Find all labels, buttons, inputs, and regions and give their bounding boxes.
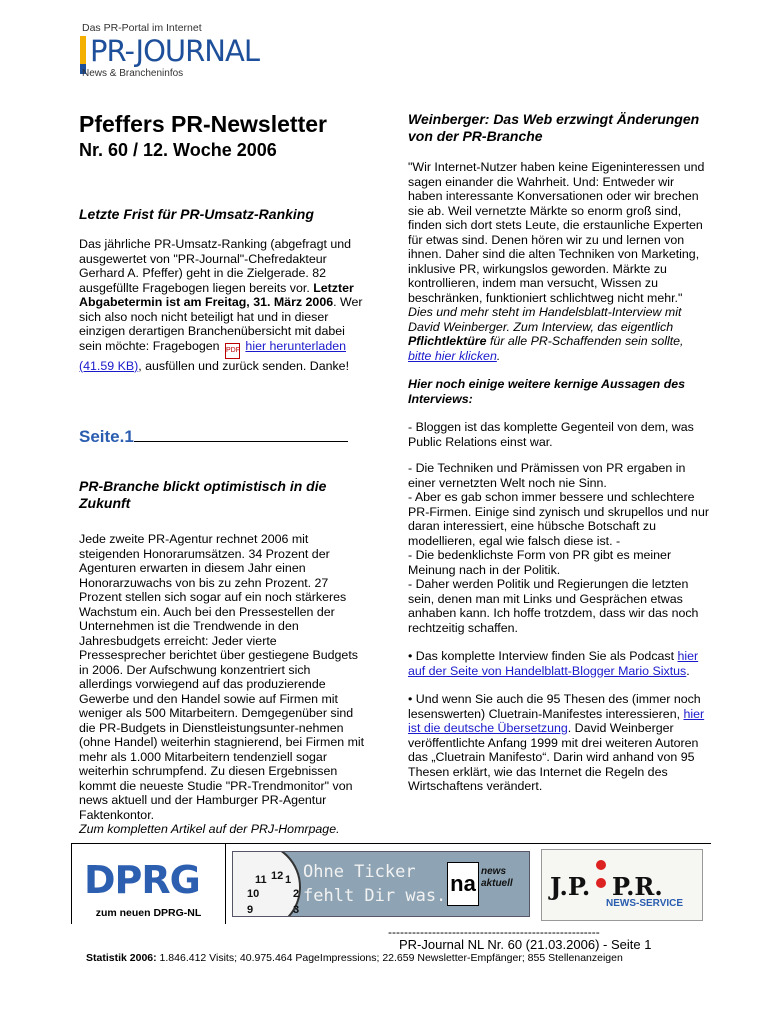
newsletter-issue: Nr. 60 / 12. Woche 2006	[79, 140, 277, 160]
quote-item: - Bloggen ist das komplette Gegenteil von dem, was Public Relations einst war.	[408, 420, 694, 449]
quote-item: - Die bedenklichste Form von PR gibt es meiner Meinung nach in der Politik.	[408, 548, 672, 577]
ad-banner	[71, 843, 711, 924]
footer-divider: -----------------------------------------------------	[388, 925, 600, 939]
footer-page-info: PR-Journal NL Nr. 60 (21.03.2006) - Seite 1	[399, 937, 652, 952]
cluetrain-item	[408, 692, 710, 794]
footer-stats	[86, 952, 623, 964]
pr-journal-logo[interactable]	[80, 20, 320, 82]
jppr-dot	[596, 878, 606, 888]
jppr-jp: J.P.	[550, 872, 591, 901]
na-logo: na	[447, 862, 479, 906]
clock-icon	[232, 851, 301, 917]
article-text: . Wer sich also noch nicht beteiligt hat und in dieser einzigen derartigen Branchenübersicht mit dabei sein möchte: Fragebogen	[79, 295, 363, 353]
intro-text: für alle PR-Schaffenden sein sollte,	[489, 334, 684, 348]
article-heading: Letzte Frist für PR-Umsatz-Ranking	[79, 206, 314, 222]
article-more-link[interactable]: Zum kompletten Artikel auf der PRJ-Homrpage.	[79, 822, 340, 836]
interview-link[interactable]: bitte hier klicken	[408, 348, 497, 363]
clock-numeral: 1	[285, 874, 292, 886]
na-wordmark	[481, 866, 513, 890]
podcast-text: • Das komplette Interview finden Sie als Podcast	[408, 649, 675, 663]
article-deadline: Letzter Abgabetermin ist am Freitag, 31. März 2006	[79, 280, 354, 309]
podcast-text: .	[686, 663, 690, 678]
dprg-logo: DPRG	[84, 858, 200, 902]
jppr-pr: P.R.	[612, 872, 663, 901]
weinberger-article	[408, 160, 710, 794]
seite-label	[79, 427, 357, 447]
na-word: news	[481, 866, 507, 877]
quote-item: - Daher werden Politik und Regierungen die letzten sein, denen man mit Links und Gesprächen etwas anhaben kann. Ich hoffe trotzdem, dass wir das noch rechtzeitig schaffen.	[408, 577, 699, 635]
clock-numeral: 2	[293, 888, 300, 900]
news-aktuell-ad[interactable]	[232, 851, 530, 917]
podcast-link[interactable]: hier auf der Seite von Handelblatt-Blogger Mario Sixtus	[408, 649, 699, 678]
questionnaire-download-link[interactable]: hier herunterladen (41.59 KB)	[79, 338, 346, 373]
seite-text: Seite.1	[79, 427, 134, 446]
intro-text: .	[496, 348, 501, 363]
clock-numeral: 11	[255, 874, 267, 886]
dprg-ad[interactable]	[71, 844, 226, 924]
weinberger-quote: "Wir Internet-Nutzer haben keine Eigeninteressen und sagen einander die Wahrheit. Und: Entweder wir haben interessante Konversationen oder wir brechen sie ab. Weil vernetzte Märkte so enorm groß sind, finden sich dort stets Leute, die erstaunliche Experten für etwas sind. Denen hören wir zu und lernen von ihnen. Daher sind die alten Techniken von Marketing, inklusive PR, wirkungslos geworden. Märkte zu kontrollieren, indem man versucht, Wissen zu beschränken, funktioniert schlichtweg nicht mehr."	[408, 160, 705, 305]
logo-tagline: Das PR-Portal im Internet	[82, 22, 202, 34]
jppr-ad[interactable]	[541, 849, 703, 921]
clock-numeral: 10	[247, 888, 260, 900]
stats-text: 1.846.412 Visits; 40.975.464 PageImpressions; 22.659 Newsletter-Empfänger; 855 Stellenanzeigen	[159, 952, 623, 964]
article-text: Jede zweite PR-Agentur rechnet 2006 mit steigenden Honorarumsätzen. 34 Prozent der Agenturen erwarten in diesem Jahr einen Honorarzuwachs von bis zu zehn Prozent. 27 Prozent stellen sich sogar auf ein noch stärkeres Wachstum ein. Auch bei den Pressestellen der Unternehmen ist die Trendwende in den Jahresbudgets erreicht: Jeder vierte Pressesprecher berichtet über gestiegene Budgets in 2006. Der Aufschwung konzentriert sich allerdings vorwiegend auf das produzierende Gewerbe und den Handel sowie auf Firmen mit weniger als 500 Mitarbeitern. Demgegenüber sind die PR-Budgets in Dienstleistungsunter-nehmen (ohne Handel) weiterhin stagnierend, bei Firmen mit mehr als 1.000 Mitarbeitern tendenziell sogar weiterhin schrumpfend. Zu diesen Ergebnissen kommt die neueste Studie "PR-Trendmonitor" von news aktuell und der Hamburger PR-Agentur Faktenkontor.	[79, 532, 365, 822]
ticker-line: Ohne Ticker	[303, 862, 416, 882]
intro-text: Dies und mehr steht im Handelsblatt-Interview mit David Weinberger. Zum Interview, das eigentlich	[408, 305, 682, 334]
logo-bar-yellow	[80, 36, 86, 64]
weinberger-subheading: Hier noch einige weitere kernige Aussagen des Interviews:	[408, 377, 686, 406]
ticker-slogan	[303, 860, 446, 908]
logo-brand: PR-JOURNAL	[90, 34, 259, 68]
cluetrain-text: • Und wenn Sie auch die 95 Thesen des (immer noch lesenswerten) Cluetrain-Manifestes interessieren,	[408, 692, 701, 721]
article-body	[79, 237, 365, 373]
ticker-line: fehlt Dir was.	[303, 886, 447, 906]
article-umsatz-ranking	[79, 206, 365, 373]
podcast-item	[408, 649, 710, 678]
intro-bold: Pflichtlektüre	[408, 334, 487, 348]
article-text: Das jährliche PR-Umsatz-Ranking (abgefragt und ausgewertet von "PR-Journal"-Chefredakteur Gerhard A. Pfeffer) geht in die Zielgerade. 82 ausgefüllte Fragebogen liegen bereits vor.	[79, 237, 352, 295]
weinberger-intro	[408, 305, 710, 363]
jppr-dot	[596, 860, 606, 870]
translation-link[interactable]: hier ist die deutsche Übersetzung	[408, 706, 705, 735]
cluetrain-text: . David Weinberger veröffentlichte Anfang 1999 mit drei weiteren Autoren das „Cluetrain Manifesto“. Darin wird anhand von 95 Thesen erklärt, wie das Internet die Regeln des Wirtschaftens verändert.	[408, 721, 699, 793]
article-text: , ausfüllen und zurück senden. Danke!	[138, 358, 350, 373]
article-heading: PR-Branche blickt optimistisch in die Zukunft	[79, 478, 327, 511]
article-pr-branche	[79, 478, 365, 837]
jppr-service: NEWS-SERVICE	[606, 898, 684, 909]
dprg-caption[interactable]: zum neuen DPRG-NL	[95, 907, 202, 919]
newsletter-title: Pfeffers PR-Newsletter	[79, 111, 327, 137]
clock-numeral: 3	[293, 904, 300, 916]
quote-item: - Aber es gab schon immer bessere und schlechtere PR-Firmen. Einige sind zynisch und skrupellos und nur daran interessiert, eine hübsche Botschaft zu modellieren, egal wie falsch diese ist. -	[408, 490, 709, 548]
seite-underline	[134, 427, 348, 442]
quote-item: - Die Techniken und Prämissen von PR ergaben in einer vernetzten Welt noch nie Sinn.	[408, 461, 686, 490]
stats-label: Statistik 2006:	[86, 952, 157, 964]
weinberger-heading: Weinberger: Das Web erzwingt Änderungen von der PR-Branche	[408, 111, 700, 144]
clock-numeral: 9	[247, 904, 254, 916]
pdf-icon[interactable]: PDF	[225, 343, 240, 359]
logo-subline: News & Brancheninfos	[82, 68, 184, 79]
na-word: aktuell	[481, 878, 513, 889]
clock-numeral: 12	[271, 870, 284, 882]
